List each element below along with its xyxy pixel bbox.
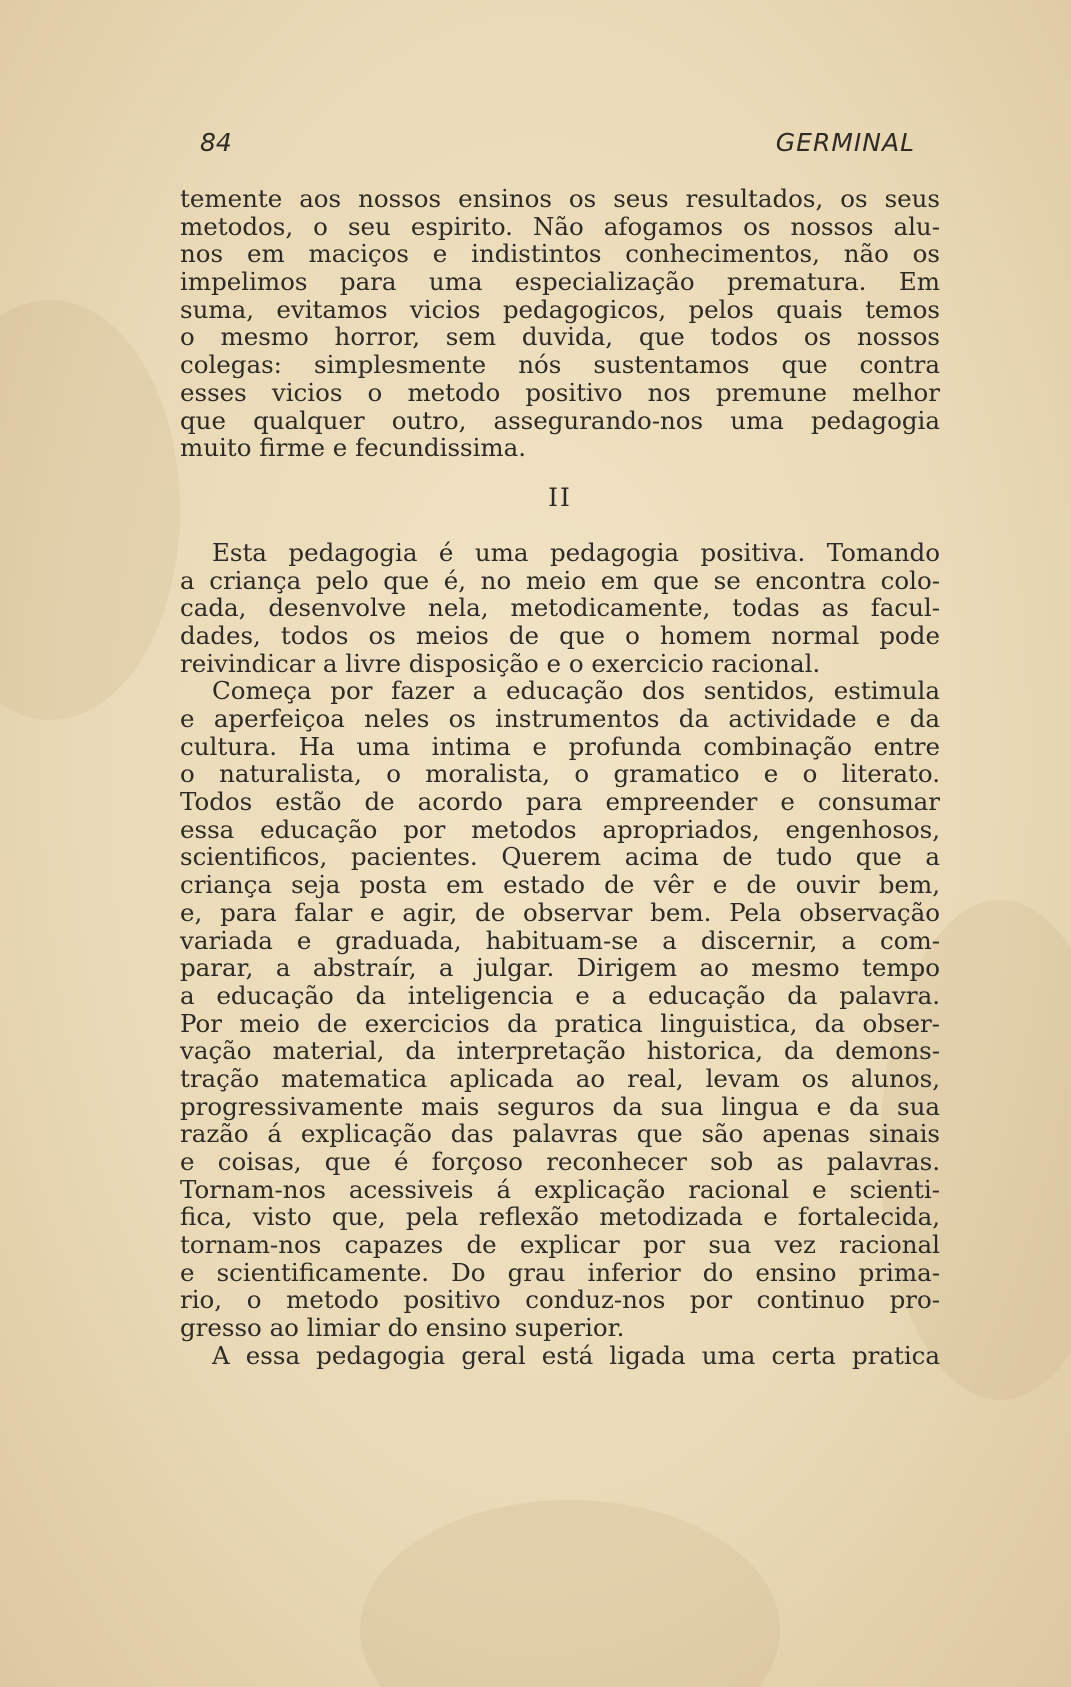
text-line: fica, visto que, pela reflexão metodizada e fortalecida,	[180, 1202, 940, 1232]
paragraph-4	[180, 1342, 940, 1370]
text-line: e, para falar e agir, de observar bem. Pela observação	[180, 897, 940, 927]
text-line: reivindicar a livre disposição e o exercicio racional.	[180, 648, 821, 678]
text-line: Tornam-nos acessiveis á explicação racional e scienti-	[180, 1174, 940, 1204]
text-line: rio, o metodo positivo conduz-nos por continuo pro-	[180, 1285, 940, 1315]
text-line: tornam-nos capazes de explicar por sua vez racional	[180, 1230, 940, 1260]
text-line: parar, a abstraír, a julgar. Dirigem ao mesmo tempo	[180, 953, 940, 983]
text-line: o mesmo horror, sem duvida, que todos os nossos	[180, 322, 940, 352]
text-line: dades, todos os meios de que o homem normal pode	[180, 620, 940, 650]
text-line: gresso ao limiar do ensino superior.	[180, 1313, 625, 1343]
spacer	[180, 462, 940, 474]
text-line: metodos, o seu espirito. Não afogamos os nossos alu-	[180, 211, 940, 241]
text-line: Começa por fazer a educação dos sentidos, estimula	[212, 676, 940, 706]
text-line: e scientificamente. Do grau inferior do ensino prima-	[180, 1257, 940, 1287]
text-line: cada, desenvolve nela, metodicamente, todas as facul-	[180, 593, 940, 623]
text-line: scientificos, pacientes. Querem acima de tudo que a	[180, 842, 940, 872]
paper-stain	[360, 1500, 780, 1687]
text-line: Esta pedagogia é uma pedagogia positiva. Tomando	[212, 537, 940, 567]
text-line: tração matematica aplicada ao real, levam os alunos,	[180, 1063, 940, 1093]
text-line: a criança pelo que é, no meio em que se encontra colo-	[180, 565, 940, 595]
text-line: vação material, da interpretação historica, da demons-	[180, 1036, 940, 1066]
text-line: criança seja posta em estado de vêr e de ouvir bem,	[180, 870, 940, 900]
text-line: variada e graduada, habituam-se a discernir, a com-	[180, 925, 940, 955]
paragraph-1	[180, 185, 940, 462]
text-line: impelimos para uma especialização prematura. Em	[180, 267, 940, 297]
text-line: razão á explicação das palavras que são apenas sinais	[180, 1119, 940, 1149]
paragraph-3	[180, 677, 940, 1342]
paper-stain	[0, 300, 180, 720]
text-line: que qualquer outro, assegurando-nos uma pedagogia	[180, 405, 940, 435]
section-heading: II	[548, 482, 572, 512]
text-line: cultura. Ha uma intima e profunda combinação entre	[180, 731, 940, 761]
text-line: nos em maciços e indistintos conhecimentos, não os	[180, 239, 940, 269]
text-line: colegas: simplesmente nós sustentamos que contra	[180, 350, 940, 380]
text-line: essa educação por metodos apropriados, engenhosos,	[180, 814, 940, 844]
text-line: Por meio de exercicios da pratica linguistica, da obser-	[180, 1008, 940, 1038]
text-line: e aperfeiçoa neles os instrumentos da actividade e da	[180, 704, 940, 733]
text-line: suma, evitamos vicios pedagogicos, pelos quais temos	[180, 294, 940, 324]
running-title: GERMINAL	[775, 128, 915, 157]
text-line: a educação da inteligencia e a educação da palavra.	[180, 980, 940, 1010]
text-line: esses vicios o metodo positivo nos premune melhor	[180, 377, 940, 407]
text-line: Todos estão de acordo para empreender e consumar	[180, 787, 940, 817]
text-line: e coisas, que é forçoso reconhecer sob as palavras.	[180, 1147, 940, 1176]
body-text	[180, 185, 940, 1370]
text-line: temente aos nossos ensinos os seus resultados, os seus	[180, 184, 940, 213]
text-line: A essa pedagogia geral está ligada uma certa pratica	[212, 1340, 940, 1370]
paragraph-2	[180, 539, 940, 677]
text-line: progressivamente mais seguros da sua lingua e da sua	[180, 1091, 940, 1121]
page-header	[200, 128, 915, 168]
text-line: o naturalista, o moralista, o gramatico e o literato.	[180, 759, 940, 789]
text-line: muito firme e fecundissima.	[180, 433, 527, 463]
page-number: 84	[200, 128, 232, 157]
